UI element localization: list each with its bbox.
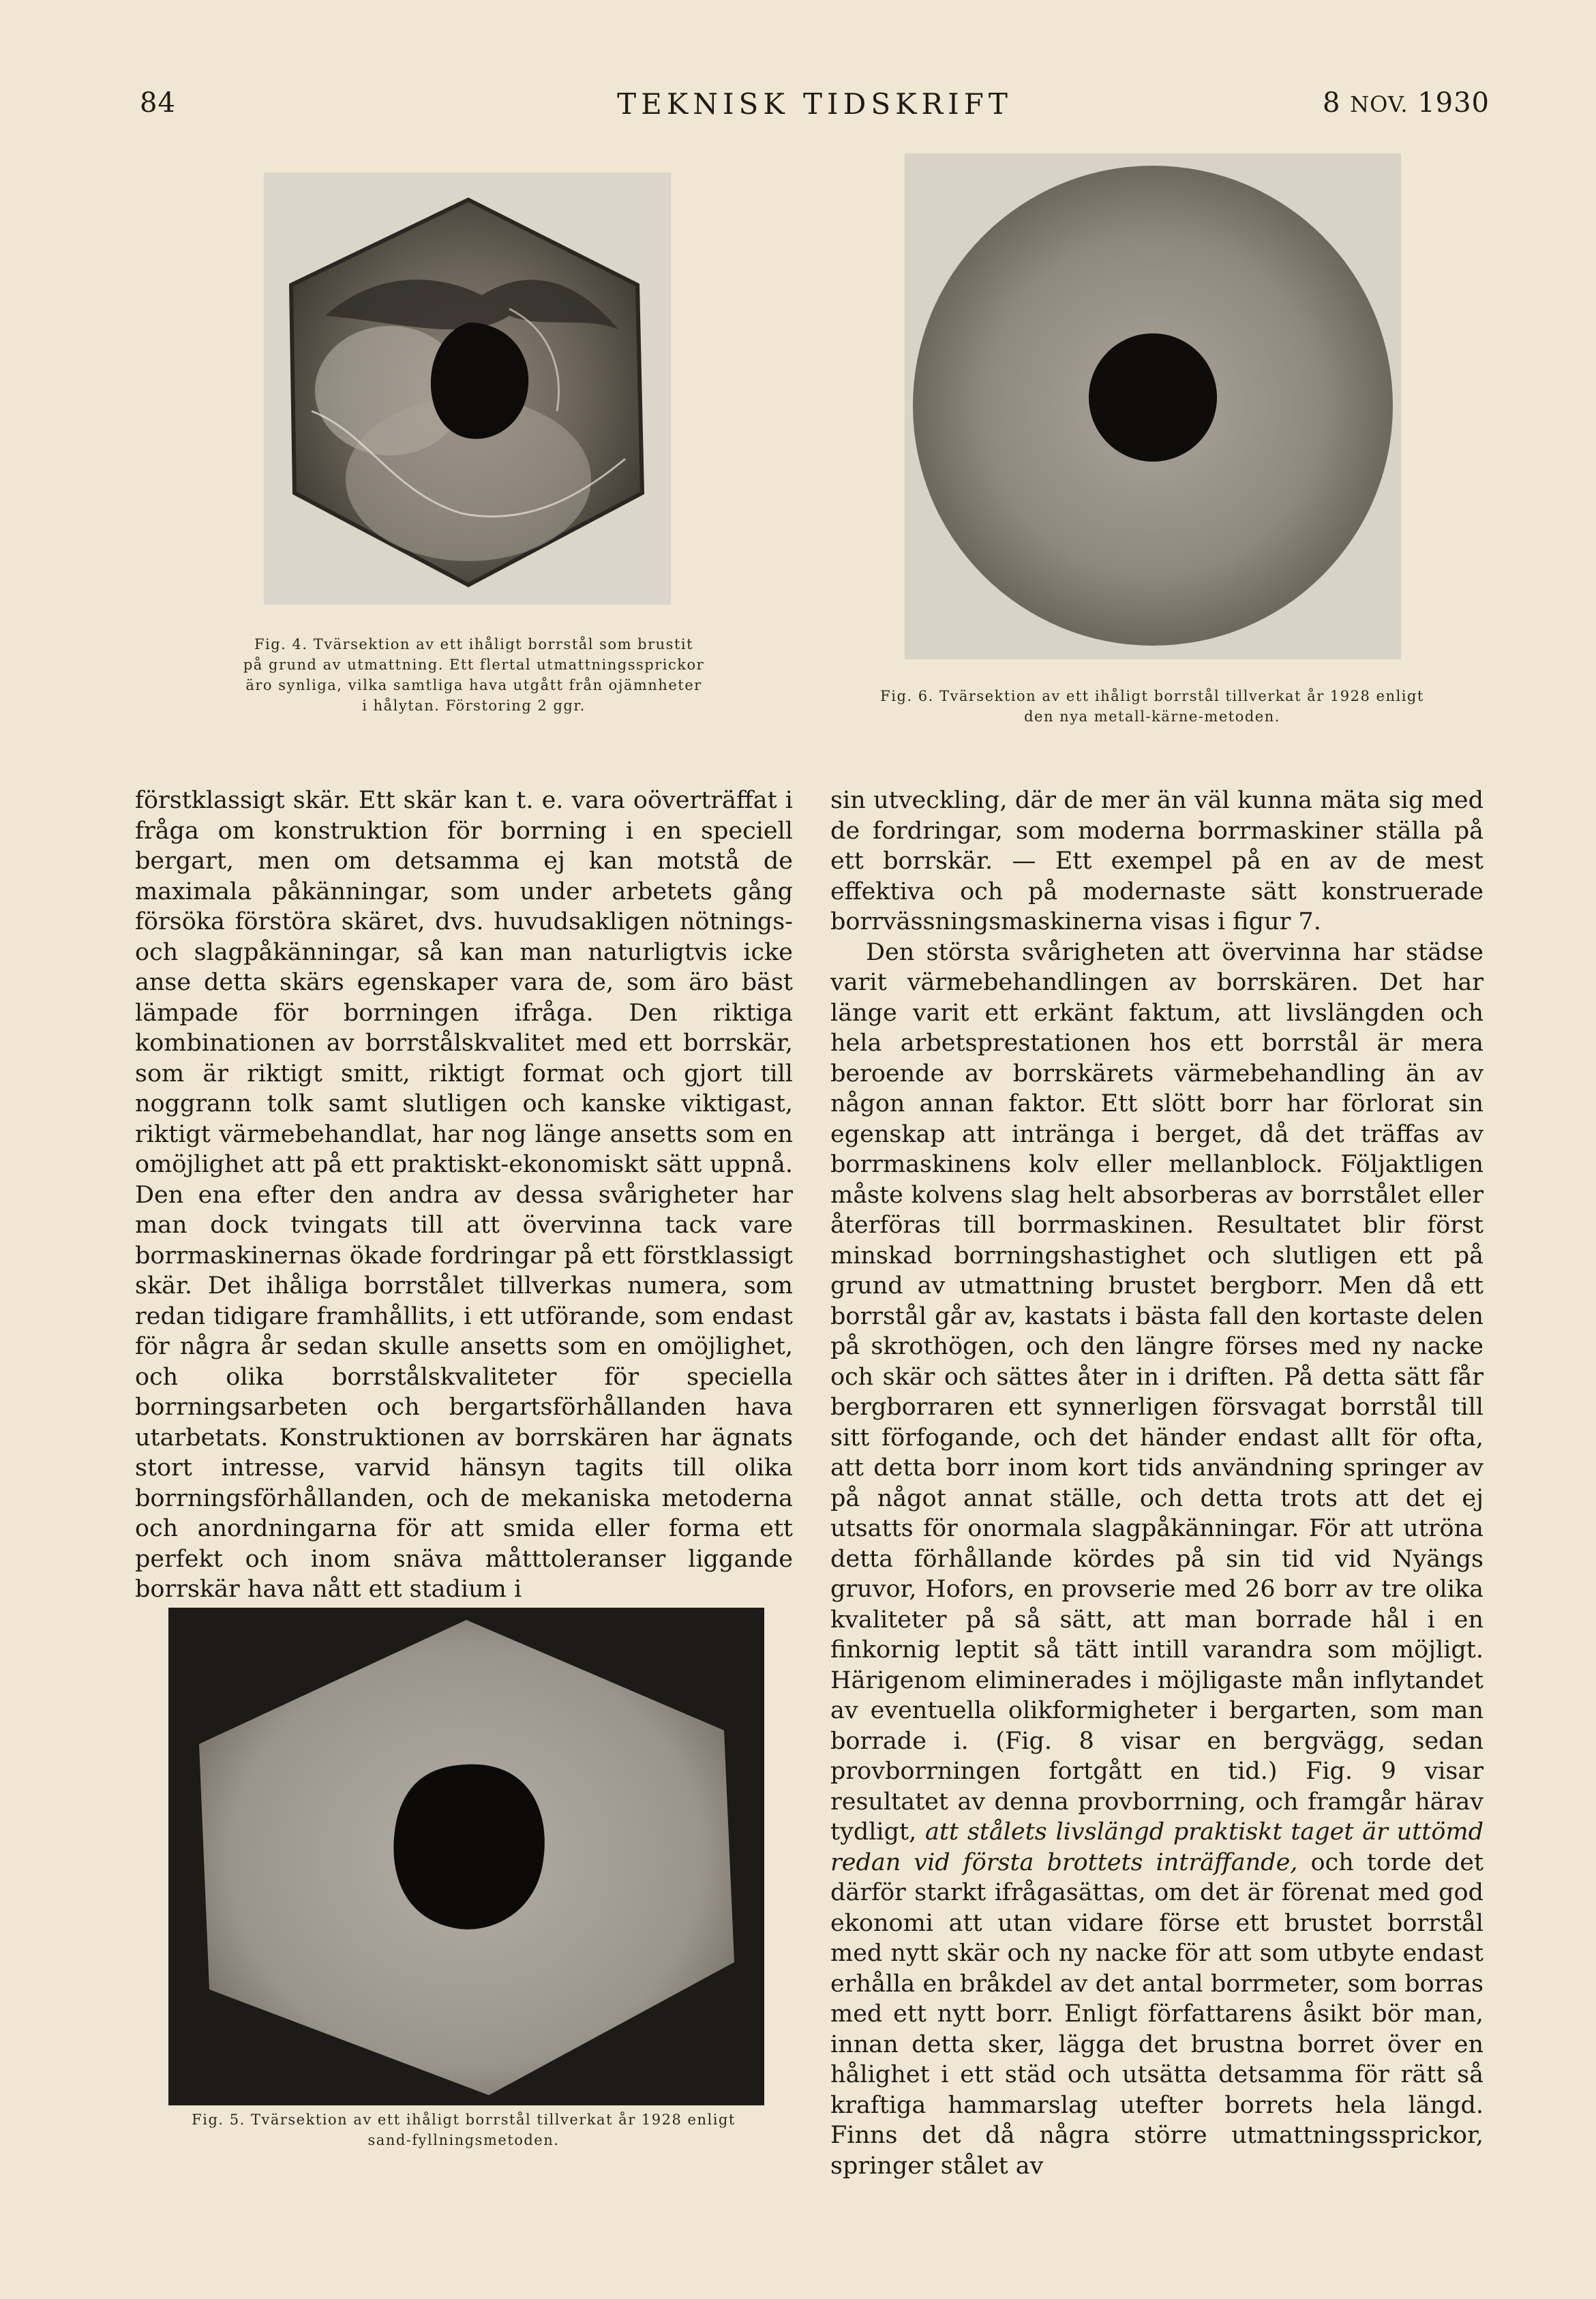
figure-5-photo (168, 1608, 764, 2105)
figure-4-caption-line: Fig. 4. Tvärsektion av ett ihåligt borrstål som brustit (254, 636, 694, 652)
text-column-left (135, 785, 793, 1605)
figure-5-caption-line: sand-fyllningsmetoden. (367, 2132, 560, 2148)
journal-title: TEKNISK TIDSKRIFT (617, 87, 1012, 121)
sand-filled-drill-steel-cross-section (168, 1608, 764, 2105)
paragraph: sin utveckling, där de mer än väl kunna mäta sig med de fordringar, som moderna borrmaskiner ställa på ett borrskär. — Ett exempel på en av de mest effektiva och på modernaste sätt konstruerade borrvässningsmaskinerna visas i figur 7. (830, 787, 1484, 935)
figure-6-caption-line: Fig. 6. Tvärsektion av ett ihåligt borrstål tillverkat år 1928 enligt (880, 688, 1424, 704)
paragraph (830, 937, 1484, 2182)
paragraph-text: och torde det därför starkt ifrågasättas, om det är förenat med god ekonomi att utan vidare förse ett brustet borrstål med nytt skär och ny nacke för att som utbyte endast erhålla en bråkdel av det antal borrmeter, som borras med ett nytt borr. Enligt författarens åsikt bör man, innan detta sker, lägga det brustna borret över en hålighet i ett städ och utsätta detsamma för rätt så kraftiga hammarslag utefter borrets hela längd. Finns det då några större utmattningssprickor, springer stålet av (830, 1848, 1484, 2180)
paragraph: förstklassigt skär. Ett skär kan t. e. vara oöverträffat i fråga om konstruktion för borrning i en speciell bergart, men om detsamma ej kan motstå de maximala påkänningar, som under arbetets gång försöka förstöra skäret, dvs. huvudsakligen nötnings- och slagpåkänningar, så kan man naturligtvis icke anse detta skärs egenskaper vara de, som äro bäst lämpade för borrningen ifråga. Den riktiga kombinationen av borrstålskvalitet med ett borrskär, som är riktigt smitt, riktigt format och gjort till noggrann tolk samt slutligen och kanske viktigast, riktigt värmebehandlat, har nog länge ansetts som en omöjlighet att på ett praktiskt-ekonomiskt sätt uppnå. Den ena efter den andra av dessa svårigheter har man dock tvingats till att övervinna tack vare borrmaskinernas ökade fordringar på ett förstklassigt skär. Det ihåliga borrstålet tillverkas numera, som redan tidigare framhållits, i ett utförande, som endast för några år sedan skulle ansetts som en omöjlighet, och olika borrstålskvaliteter för speciella borrningsarbeten och bergartsförhållanden hava utarbetats. Konstruktionen av borrskären har ägnats stort intresse, varvid hänsyn tagits till olika borrningsförhållanden, och de mekaniska metoderna och anordningarna för att smida eller forma ett perfekt och inom snäva måtttoleranser liggande borrskär hava nått ett stadium i (135, 787, 793, 1603)
figure-4-caption-line: på grund av utmattning. Ett flertal utmattningssprickor (243, 657, 705, 673)
text-column-right (830, 785, 1484, 2181)
paragraph-text: Den största svårigheten att övervinna har städse varit värmebehandlingen av borrskären. Det har länge varit ett erkänt faktum, att livslängden och hela arbetsprestationen hos ett borrstål är mera beroende av borrskärets värmebehandling än av någon annan faktor. Ett slött borr har förlorat sin egenskap att intränga i berget, då det träffas av borrmaskinens kolv eller mellanblock. Följaktligen måste kolvens slag helt absorberas av borrstålet eller återföras till borrmaskinen. Resultatet blir först minskad borrningshastighet och slutligen ett på grund av utmattning brustet bergborr. Men då ett borrstål går av, kastats i bästa fall den kortaste delen på skrothögen, och den längre förses med ny nacke och skär och sättes åter in i driften. På detta sätt får bergborraren ett synnerligen försvagat borrstål till sitt förfogande, och det händer endast allt för ofta, att detta borr inom kort tids användning springer av på något annat ställe, och detta trots att det ej utsatts för onormala slagpåkänningar. För att utröna detta förhållande kördes på sin tid vid Nyängs gruvor, Hofors, en provserie med 26 borr av tre olika kvaliteter på så sätt, att man borrade hål i en finkornig leptit så tätt intill varandra som möjligt. Härigenom eliminerades i möjligaste mån inflytandet av eventuella olikformigheter i bergarten, som man borrade i. (Fig. 8 visar en bergvägg, sedan provborrningen fortgått en tid.) Fig. 9 visar resultatet av denna provborrning, och framgår härav tydligt, (830, 938, 1484, 1846)
issue-date-day: 8 (1322, 87, 1341, 119)
figure-6-caption-line: den nya metall-kärne-metoden. (1024, 708, 1280, 725)
fractured-drill-steel-cross-section (264, 172, 671, 605)
figure-6-caption (845, 686, 1459, 727)
figure-4-caption-line: i hålytan. Förstoring 2 ggr. (362, 697, 586, 714)
figure-5-caption (157, 2109, 770, 2150)
page-header (140, 87, 1490, 128)
emphasized-text: att stålets livslängd praktiskt taget är uttömd redan vid första brottets inträffande, (830, 1818, 1484, 1876)
figure-4-caption-line: äro synliga, vilka samtliga hava utgått från ojämnheter (245, 677, 702, 693)
issue-date-month: NOV. (1350, 91, 1409, 117)
figure-6-photo (905, 153, 1401, 659)
figure-4-caption (205, 634, 743, 716)
solid-core-drill-steel-cross-section (905, 153, 1401, 659)
issue-date-year: 1930 (1417, 87, 1490, 119)
figure-4-photo (264, 172, 671, 605)
figure-5-caption-line: Fig. 5. Tvärsektion av ett ihåligt borrstål tillverkat år 1928 enligt (192, 2112, 736, 2128)
page-number: 84 (140, 87, 176, 119)
issue-date (1323, 87, 1490, 119)
